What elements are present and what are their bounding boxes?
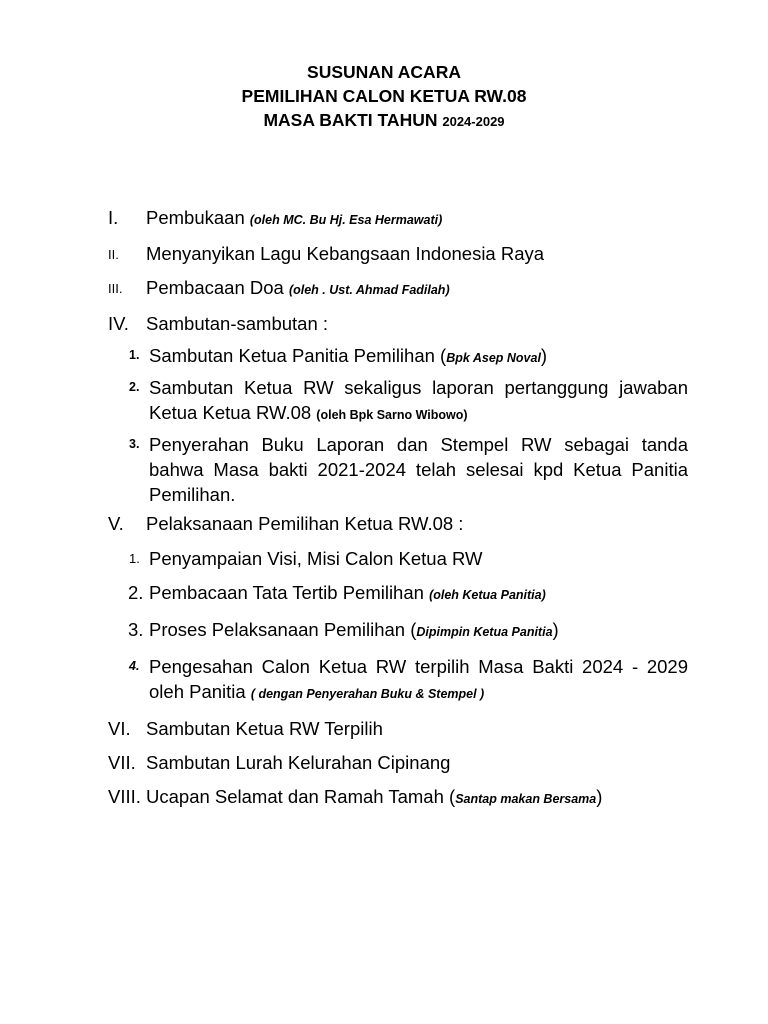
subitem-number: 1.	[129, 348, 140, 362]
subitem-paren-open: (	[440, 345, 447, 366]
agenda-paren-close: )	[596, 786, 603, 807]
subitem-number: 3.	[129, 437, 140, 451]
agenda-text: Pembacaan Doa	[146, 277, 284, 298]
agenda-note: (oleh . Ust. Ahmad Fadilah)	[288, 283, 450, 297]
subitem-number: 4.	[129, 659, 140, 673]
subitem-note: (oleh Ketua Panitia)	[429, 588, 546, 602]
subitem-paren-close: )	[540, 345, 548, 366]
agenda-item-ii	[108, 241, 688, 267]
agenda-item-i	[108, 205, 688, 233]
agenda-subitem-iv-3	[129, 432, 688, 507]
agenda-text: Ucapan Selamat dan Ramah Tamah (	[146, 786, 456, 807]
subitem-text: Pembacaan Tata Tertib Pemilihan	[149, 582, 424, 603]
agenda-subitem-iv-2	[129, 375, 688, 428]
agenda-note: (oleh MC. Bu Hj. Esa Hermawati)	[249, 213, 443, 227]
title-line-3-years: 2024-2029	[442, 114, 505, 129]
agenda-subitem-v-3	[129, 617, 688, 645]
agenda-number: III.	[108, 281, 123, 296]
agenda-item-viii	[108, 784, 688, 812]
subitem-paren-close: )	[552, 619, 559, 640]
agenda-number: V.	[108, 513, 124, 534]
agenda-text: Sambutan-sambutan :	[146, 313, 329, 334]
subitem-text: Sambutan Ketua RW sekaligus laporan pertanggung jawaban Ketua Ketua RW.08	[149, 377, 688, 423]
agenda-list	[108, 205, 688, 812]
agenda-subitem-v-4	[129, 654, 688, 707]
agenda-number: VII.	[108, 752, 136, 773]
subitem-number: 2.	[129, 380, 140, 394]
agenda-subitem-iv-1	[129, 343, 688, 371]
subitem-number: 2.	[128, 582, 144, 603]
agenda-text: Pelaksanaan Pemilihan Ketua RW.08 :	[146, 513, 464, 534]
agenda-note: Santap makan Bersama	[455, 792, 597, 806]
title-line-3	[0, 108, 768, 134]
subitem-text: Sambutan Ketua Panitia Pemilihan	[149, 345, 435, 366]
agenda-number: II.	[108, 247, 119, 262]
agenda-text: Menyanyikan Lagu Kebangsaan Indonesia Raya	[146, 243, 545, 264]
agenda-number: I.	[108, 207, 119, 228]
agenda-item-iii	[108, 275, 688, 303]
subitem-note: (oleh Bpk Sarno Wibowo)	[316, 408, 468, 422]
subitem-text: Pengesahan Calon Ketua RW terpilih Masa Bakti 2024 - 2029 oleh Panitia	[149, 656, 688, 702]
title-line-1: SUSUNAN ACARA	[307, 62, 461, 82]
subitem-paren-open: (	[410, 619, 417, 640]
agenda-number: VIII.	[108, 786, 141, 807]
subitem-note: Dipimpin Ketua Panitia	[416, 625, 553, 639]
agenda-number: IV.	[108, 313, 129, 334]
agenda-item-vi	[108, 716, 688, 742]
agenda-subitem-v-2	[129, 580, 688, 608]
agenda-item-iv	[108, 311, 688, 337]
subitem-number: 3.	[128, 619, 144, 640]
subitem-text: Proses Pelaksanaan Pemilihan	[149, 619, 406, 640]
title-line-3-main: MASA BAKTI TAHUN	[263, 110, 438, 130]
subitem-number: 1.	[129, 551, 140, 566]
agenda-number: VI.	[108, 718, 131, 739]
agenda-text: Pembukaan	[146, 207, 245, 228]
document-title	[0, 60, 768, 134]
subitem-note: ( dengan Penyerahan Buku & Stempel )	[250, 687, 485, 701]
subitem-text: Penyampaian Visi, Misi Calon Ketua RW	[149, 548, 483, 569]
title-line-2: PEMILIHAN CALON KETUA RW.08	[241, 86, 527, 106]
agenda-text: Sambutan Ketua RW Terpilih	[146, 718, 383, 739]
agenda-text: Sambutan Lurah Kelurahan Cipinang	[146, 752, 451, 773]
agenda-item-vii	[108, 750, 688, 776]
subitem-note: Bpk Asep Noval	[446, 351, 541, 365]
subitem-text: Penyerahan Buku Laporan dan Stempel RW sebagai tanda bahwa Masa bakti 2021-2024 telah selesai kpd Ketua Panitia Pemilihan.	[149, 434, 688, 505]
agenda-item-v	[108, 511, 688, 537]
agenda-subitem-v-1	[129, 546, 688, 571]
